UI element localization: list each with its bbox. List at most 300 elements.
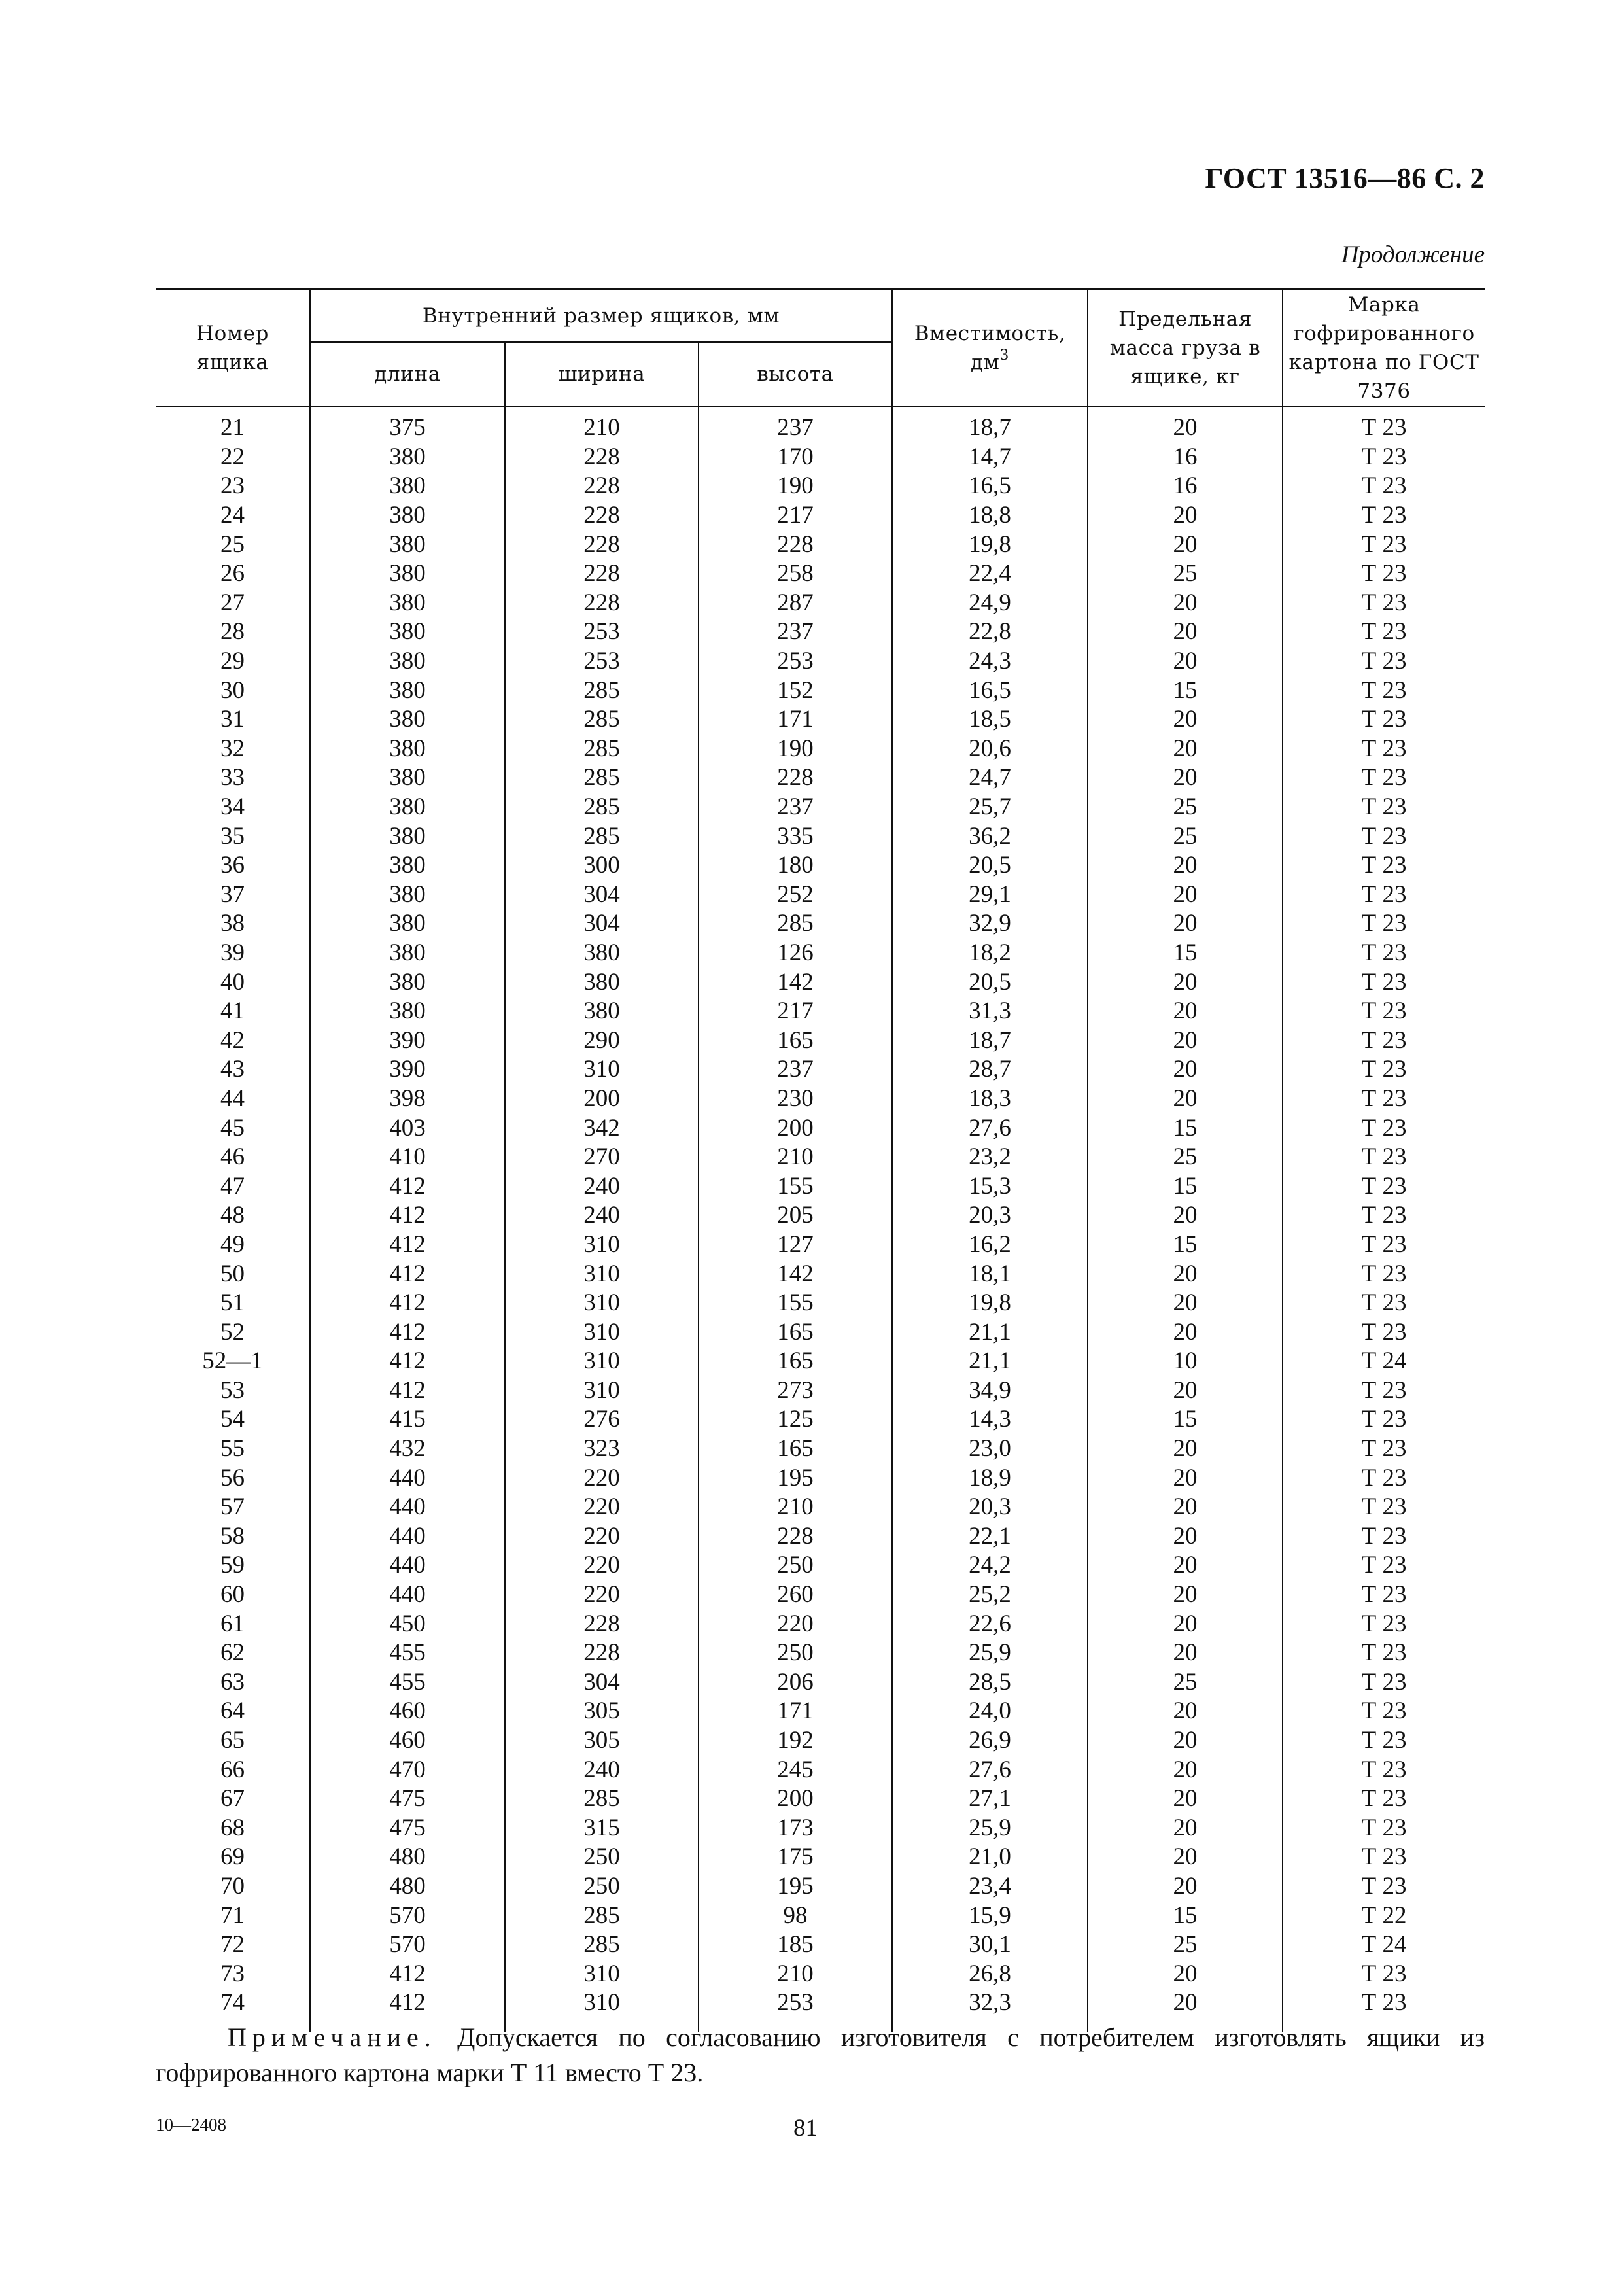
cell-box-number: 24 [156, 501, 310, 531]
cell-board-grade: Т 23 [1283, 705, 1485, 735]
cell-length: 570 [310, 1901, 505, 1930]
cell-length: 412 [310, 1259, 505, 1289]
cell-capacity: 22,1 [892, 1522, 1088, 1552]
cell-box-number: 47 [156, 1172, 310, 1201]
cell-board-grade: Т 23 [1283, 1959, 1485, 1989]
cell-max-mass: 20 [1088, 1697, 1283, 1726]
cell-box-number: 25 [156, 530, 310, 559]
cell-height: 206 [699, 1668, 892, 1697]
cell-capacity: 27,6 [892, 1113, 1088, 1143]
table-row [156, 1639, 1485, 1668]
cell-board-grade: Т 23 [1283, 589, 1485, 618]
cell-width: 220 [505, 1493, 699, 1522]
cell-capacity: 27,1 [892, 1784, 1088, 1814]
cell-length: 432 [310, 1435, 505, 1464]
header-capacity: Вместимость, $дм^3$ [892, 289, 1088, 406]
cell-max-mass: 20 [1088, 647, 1283, 676]
cell-width: 220 [505, 1580, 699, 1610]
table-row [156, 735, 1485, 764]
cell-length: 380 [310, 939, 505, 968]
table-row [156, 1259, 1485, 1289]
cell-length: 390 [310, 1055, 505, 1085]
cell-height: 210 [699, 1959, 892, 1989]
footer-code: 10—2408 [156, 2115, 226, 2134]
cell-board-grade: Т 23 [1283, 735, 1485, 764]
cell-max-mass: 16 [1088, 472, 1283, 501]
cell-board-grade: Т 23 [1283, 676, 1485, 705]
cell-max-mass: 20 [1088, 1726, 1283, 1756]
cell-width: 310 [505, 1055, 699, 1085]
cell-max-mass: 20 [1088, 1580, 1283, 1610]
cell-max-mass: 25 [1088, 822, 1283, 851]
cell-board-grade: Т 23 [1283, 880, 1485, 910]
cell-length: 455 [310, 1639, 505, 1668]
header-width: ширина [505, 342, 699, 406]
cell-box-number: 30 [156, 676, 310, 705]
cell-max-mass: 20 [1088, 1201, 1283, 1230]
cell-box-number: 32 [156, 735, 310, 764]
cell-height: 200 [699, 1113, 892, 1143]
cell-max-mass: 15 [1088, 1901, 1283, 1930]
cell-box-number: 38 [156, 909, 310, 939]
cell-board-grade: Т 23 [1283, 1784, 1485, 1814]
cell-box-number: 60 [156, 1580, 310, 1610]
cell-length: 380 [310, 647, 505, 676]
cell-box-number: 29 [156, 647, 310, 676]
cell-box-number: 71 [156, 1901, 310, 1930]
cell-board-grade: Т 23 [1283, 793, 1485, 822]
cell-capacity: 29,1 [892, 880, 1088, 910]
cell-width: 253 [505, 617, 699, 647]
cell-length: 440 [310, 1493, 505, 1522]
cell-box-number: 73 [156, 1959, 310, 1989]
cell-box-number: 40 [156, 967, 310, 997]
cell-width: 228 [505, 1609, 699, 1639]
cell-length: 410 [310, 1143, 505, 1172]
cell-board-grade: Т 23 [1283, 1843, 1485, 1872]
table-row [156, 705, 1485, 735]
cell-capacity: 20,5 [892, 967, 1088, 997]
cell-board-grade: Т 23 [1283, 1317, 1485, 1347]
cell-height: 192 [699, 1726, 892, 1756]
cell-box-number: 57 [156, 1493, 310, 1522]
table-row [156, 793, 1485, 822]
cell-max-mass: 15 [1088, 939, 1283, 968]
cell-box-number: 21 [156, 406, 310, 443]
cell-width: 220 [505, 1463, 699, 1493]
table-row [156, 1376, 1485, 1406]
cell-length: 455 [310, 1668, 505, 1697]
cell-width: 220 [505, 1522, 699, 1552]
cell-board-grade: Т 23 [1283, 1609, 1485, 1639]
cell-board-grade: Т 23 [1283, 1085, 1485, 1114]
cell-height: 142 [699, 1259, 892, 1289]
cell-box-number: 63 [156, 1668, 310, 1697]
cell-length: 380 [310, 589, 505, 618]
cell-height: 260 [699, 1580, 892, 1610]
table-header [156, 289, 1485, 406]
cell-box-number: 65 [156, 1726, 310, 1756]
cell-max-mass: 20 [1088, 1055, 1283, 1085]
cell-board-grade: Т 23 [1283, 559, 1485, 589]
cell-length: 390 [310, 1026, 505, 1055]
cell-capacity: 26,8 [892, 1959, 1088, 1989]
cell-length: 380 [310, 443, 505, 472]
cell-width: 228 [505, 1639, 699, 1668]
cell-length: 380 [310, 763, 505, 793]
cell-width: 310 [505, 1317, 699, 1347]
cell-max-mass: 15 [1088, 1172, 1283, 1201]
note-text-1: Допускается по согласованию изготовителя с потребителем изготовлять ящики из [457, 2023, 1485, 2052]
cell-length: 460 [310, 1697, 505, 1726]
cell-length: 440 [310, 1580, 505, 1610]
cell-board-grade: Т 24 [1283, 1930, 1485, 1960]
cell-length: 450 [310, 1609, 505, 1639]
cell-capacity: 30,1 [892, 1930, 1088, 1960]
table-row [156, 676, 1485, 705]
cell-height: 175 [699, 1843, 892, 1872]
cell-height: 250 [699, 1639, 892, 1668]
cell-max-mass: 20 [1088, 1376, 1283, 1406]
cell-max-mass: 15 [1088, 1405, 1283, 1435]
table-row [156, 1522, 1485, 1552]
cell-width: 228 [505, 530, 699, 559]
cell-max-mass: 20 [1088, 1639, 1283, 1668]
cell-capacity: 25,7 [892, 793, 1088, 822]
cell-board-grade: Т 23 [1283, 1376, 1485, 1406]
cell-board-grade: Т 23 [1283, 1113, 1485, 1143]
cell-width: 220 [505, 1551, 699, 1580]
cell-box-number: 56 [156, 1463, 310, 1493]
table-row [156, 851, 1485, 880]
cell-length: 412 [310, 1289, 505, 1318]
cell-max-mass: 20 [1088, 880, 1283, 910]
cell-box-number: 64 [156, 1697, 310, 1726]
cell-box-number: 69 [156, 1843, 310, 1872]
cell-width: 250 [505, 1872, 699, 1902]
table-row [156, 763, 1485, 793]
table-row [156, 647, 1485, 676]
cell-board-grade: Т 23 [1283, 939, 1485, 968]
cell-max-mass: 15 [1088, 676, 1283, 705]
cell-width: 310 [505, 1230, 699, 1260]
cell-board-grade: Т 23 [1283, 763, 1485, 793]
cell-height: 180 [699, 851, 892, 880]
cell-board-grade: Т 23 [1283, 1143, 1485, 1172]
cell-capacity: 23,2 [892, 1143, 1088, 1172]
cell-length: 475 [310, 1784, 505, 1814]
cell-box-number: 28 [156, 617, 310, 647]
cell-capacity: 21,0 [892, 1843, 1088, 1872]
note-line-2: гофрированного картона марки Т 11 вместо Т 23. [156, 2058, 704, 2087]
cell-board-grade: Т 23 [1283, 1435, 1485, 1464]
cell-width: 305 [505, 1726, 699, 1756]
cell-capacity: 18,1 [892, 1259, 1088, 1289]
cell-box-number: 52 [156, 1317, 310, 1347]
cell-width: 228 [505, 472, 699, 501]
cell-height: 228 [699, 1522, 892, 1552]
cell-box-number: 61 [156, 1609, 310, 1639]
cell-max-mass: 10 [1088, 1347, 1283, 1376]
cell-box-number: 48 [156, 1201, 310, 1230]
cell-box-number: 58 [156, 1522, 310, 1552]
cell-height: 190 [699, 735, 892, 764]
cell-board-grade: Т 23 [1283, 1726, 1485, 1756]
cell-height: 210 [699, 1143, 892, 1172]
cell-board-grade: Т 23 [1283, 1259, 1485, 1289]
cell-width: 200 [505, 1085, 699, 1114]
cell-max-mass: 20 [1088, 406, 1283, 443]
table-row [156, 1435, 1485, 1464]
cell-length: 460 [310, 1726, 505, 1756]
cell-max-mass: 20 [1088, 1609, 1283, 1639]
table-row [156, 1697, 1485, 1726]
cell-max-mass: 20 [1088, 1085, 1283, 1114]
cell-height: 285 [699, 909, 892, 939]
cell-length: 380 [310, 880, 505, 910]
header-box-number: Номер ящика [156, 289, 310, 406]
cell-height: 220 [699, 1609, 892, 1639]
cell-max-mass: 20 [1088, 763, 1283, 793]
cell-board-grade: Т 23 [1283, 1522, 1485, 1552]
document-header: ГОСТ 13516—86 С. 2 [1205, 162, 1485, 194]
cell-box-number: 35 [156, 822, 310, 851]
cell-width: 342 [505, 1113, 699, 1143]
table-row [156, 589, 1485, 618]
table-row [156, 967, 1485, 997]
cell-length: 380 [310, 851, 505, 880]
cell-box-number: 27 [156, 589, 310, 618]
cell-width: 285 [505, 705, 699, 735]
cell-length: 380 [310, 793, 505, 822]
cell-height: 165 [699, 1435, 892, 1464]
cell-width: 304 [505, 909, 699, 939]
cell-max-mass: 25 [1088, 559, 1283, 589]
cell-height: 237 [699, 1055, 892, 1085]
header-max-mass: Предельная масса груза в ящике, кг [1088, 289, 1283, 406]
cell-width: 228 [505, 501, 699, 531]
cell-board-grade: Т 23 [1283, 1230, 1485, 1260]
table-row [156, 1609, 1485, 1639]
cell-height: 287 [699, 589, 892, 618]
cell-capacity: 19,8 [892, 530, 1088, 559]
cell-max-mass: 20 [1088, 1463, 1283, 1493]
cell-max-mass: 20 [1088, 617, 1283, 647]
table-body [156, 406, 1485, 2032]
cell-capacity: 22,8 [892, 617, 1088, 647]
cell-capacity: 32,9 [892, 909, 1088, 939]
cell-capacity: 22,6 [892, 1609, 1088, 1639]
table-row [156, 1317, 1485, 1347]
cell-capacity: 21,1 [892, 1317, 1088, 1347]
cell-capacity: 20,6 [892, 735, 1088, 764]
continuation-label: Продолжение [1341, 241, 1485, 268]
cell-length: 440 [310, 1522, 505, 1552]
table-row [156, 1930, 1485, 1960]
cell-box-number: 51 [156, 1289, 310, 1318]
cell-length: 412 [310, 1959, 505, 1989]
cell-length: 380 [310, 735, 505, 764]
cell-max-mass: 25 [1088, 1930, 1283, 1960]
table-row [156, 1289, 1485, 1318]
cell-width: 276 [505, 1405, 699, 1435]
cell-height: 127 [699, 1230, 892, 1260]
cell-width: 310 [505, 1376, 699, 1406]
cell-width: 285 [505, 735, 699, 764]
cell-capacity: 34,9 [892, 1376, 1088, 1406]
cell-board-grade: Т 23 [1283, 1668, 1485, 1697]
cell-capacity: 28,5 [892, 1668, 1088, 1697]
cell-box-number: 44 [156, 1085, 310, 1114]
cell-board-grade: Т 23 [1283, 1814, 1485, 1843]
table-row [156, 1843, 1485, 1872]
cell-height: 126 [699, 939, 892, 968]
cell-height: 205 [699, 1201, 892, 1230]
cell-capacity: 18,2 [892, 939, 1088, 968]
cell-max-mass: 20 [1088, 1989, 1283, 2032]
cell-width: 228 [505, 443, 699, 472]
cell-height: 155 [699, 1172, 892, 1201]
cell-length: 380 [310, 617, 505, 647]
table-row [156, 443, 1485, 472]
cell-capacity: 18,3 [892, 1085, 1088, 1114]
cell-width: 285 [505, 1930, 699, 1960]
cell-capacity: 24,9 [892, 589, 1088, 618]
cell-max-mass: 15 [1088, 1113, 1283, 1143]
cell-width: 380 [505, 939, 699, 968]
header-board-grade: Марка гофрированного картона по ГОСТ 7376 [1283, 289, 1485, 406]
table-row [156, 1726, 1485, 1756]
cell-board-grade: Т 23 [1283, 997, 1485, 1026]
cell-length: 380 [310, 997, 505, 1026]
cell-height: 228 [699, 763, 892, 793]
cell-box-number: 55 [156, 1435, 310, 1464]
cell-capacity: 18,8 [892, 501, 1088, 531]
table-row [156, 1493, 1485, 1522]
cell-capacity: 18,9 [892, 1463, 1088, 1493]
cell-capacity: 15,3 [892, 1172, 1088, 1201]
cell-max-mass: 20 [1088, 1814, 1283, 1843]
cell-height: 165 [699, 1317, 892, 1347]
cell-height: 171 [699, 705, 892, 735]
cell-board-grade: Т 23 [1283, 617, 1485, 647]
cell-width: 300 [505, 851, 699, 880]
cell-capacity: 25,9 [892, 1814, 1088, 1843]
cell-max-mass: 20 [1088, 1522, 1283, 1552]
cell-height: 245 [699, 1755, 892, 1784]
cell-board-grade: Т 23 [1283, 1026, 1485, 1055]
cell-capacity: 26,9 [892, 1726, 1088, 1756]
cell-height: 173 [699, 1814, 892, 1843]
table-row [156, 1085, 1485, 1114]
cell-length: 375 [310, 406, 505, 443]
cell-width: 240 [505, 1172, 699, 1201]
table-row [156, 822, 1485, 851]
cell-capacity: 32,3 [892, 1989, 1088, 2032]
note-line-1 [156, 2020, 1485, 2055]
table-row [156, 1026, 1485, 1055]
cell-height: 171 [699, 1697, 892, 1726]
cell-box-number: 22 [156, 443, 310, 472]
cell-board-grade: Т 23 [1283, 406, 1485, 443]
cell-board-grade: Т 23 [1283, 1551, 1485, 1580]
cell-box-number: 36 [156, 851, 310, 880]
cell-capacity: 25,9 [892, 1639, 1088, 1668]
cell-max-mass: 20 [1088, 1843, 1283, 1872]
cell-max-mass: 25 [1088, 1143, 1283, 1172]
cell-box-number: 74 [156, 1989, 310, 2032]
table-row [156, 1230, 1485, 1260]
cell-box-number: 53 [156, 1376, 310, 1406]
cell-board-grade: Т 23 [1283, 967, 1485, 997]
cell-max-mass: 20 [1088, 1784, 1283, 1814]
cell-width: 285 [505, 793, 699, 822]
cell-box-number: 67 [156, 1784, 310, 1814]
table-row [156, 1784, 1485, 1814]
cell-board-grade: Т 23 [1283, 1405, 1485, 1435]
cell-width: 304 [505, 1668, 699, 1697]
cell-max-mass: 20 [1088, 909, 1283, 939]
cell-length: 412 [310, 1376, 505, 1406]
cell-capacity: 24,2 [892, 1551, 1088, 1580]
note [156, 2020, 1485, 2091]
cell-width: 228 [505, 589, 699, 618]
table-row [156, 1113, 1485, 1143]
cell-width: 310 [505, 1989, 699, 2032]
cell-width: 285 [505, 763, 699, 793]
table-row [156, 1580, 1485, 1610]
cell-height: 195 [699, 1463, 892, 1493]
cell-width: 380 [505, 967, 699, 997]
page-number: 81 [793, 2115, 818, 2142]
cell-height: 237 [699, 793, 892, 822]
cell-box-number: 41 [156, 997, 310, 1026]
cell-box-number: 68 [156, 1814, 310, 1843]
cell-capacity: 18,7 [892, 1026, 1088, 1055]
cell-height: 98 [699, 1901, 892, 1930]
cell-max-mass: 20 [1088, 1755, 1283, 1784]
cell-capacity: 18,5 [892, 705, 1088, 735]
cell-capacity: 19,8 [892, 1289, 1088, 1318]
cell-height: 200 [699, 1784, 892, 1814]
cell-width: 285 [505, 822, 699, 851]
cell-board-grade: Т 23 [1283, 472, 1485, 501]
cell-width: 310 [505, 1347, 699, 1376]
cell-max-mass: 20 [1088, 1259, 1283, 1289]
cell-max-mass: 20 [1088, 735, 1283, 764]
cell-board-grade: Т 23 [1283, 1989, 1485, 2032]
cell-capacity: 16,5 [892, 472, 1088, 501]
cell-board-grade: Т 23 [1283, 909, 1485, 939]
cell-box-number: 42 [156, 1026, 310, 1055]
cell-length: 470 [310, 1755, 505, 1784]
cell-width: 310 [505, 1959, 699, 1989]
cell-width: 315 [505, 1814, 699, 1843]
box-dimensions-table [156, 288, 1485, 2032]
cell-max-mass: 20 [1088, 1317, 1283, 1347]
table-row [156, 559, 1485, 589]
cell-capacity: 14,7 [892, 443, 1088, 472]
cell-height: 253 [699, 1989, 892, 2032]
cell-length: 412 [310, 1201, 505, 1230]
header-inner-size: Внутренний размер ящиков, мм [310, 289, 892, 342]
cell-height: 252 [699, 880, 892, 910]
cell-length: 380 [310, 822, 505, 851]
cell-length: 570 [310, 1930, 505, 1960]
cell-length: 412 [310, 1989, 505, 2032]
cell-length: 480 [310, 1843, 505, 1872]
cell-box-number: 39 [156, 939, 310, 968]
